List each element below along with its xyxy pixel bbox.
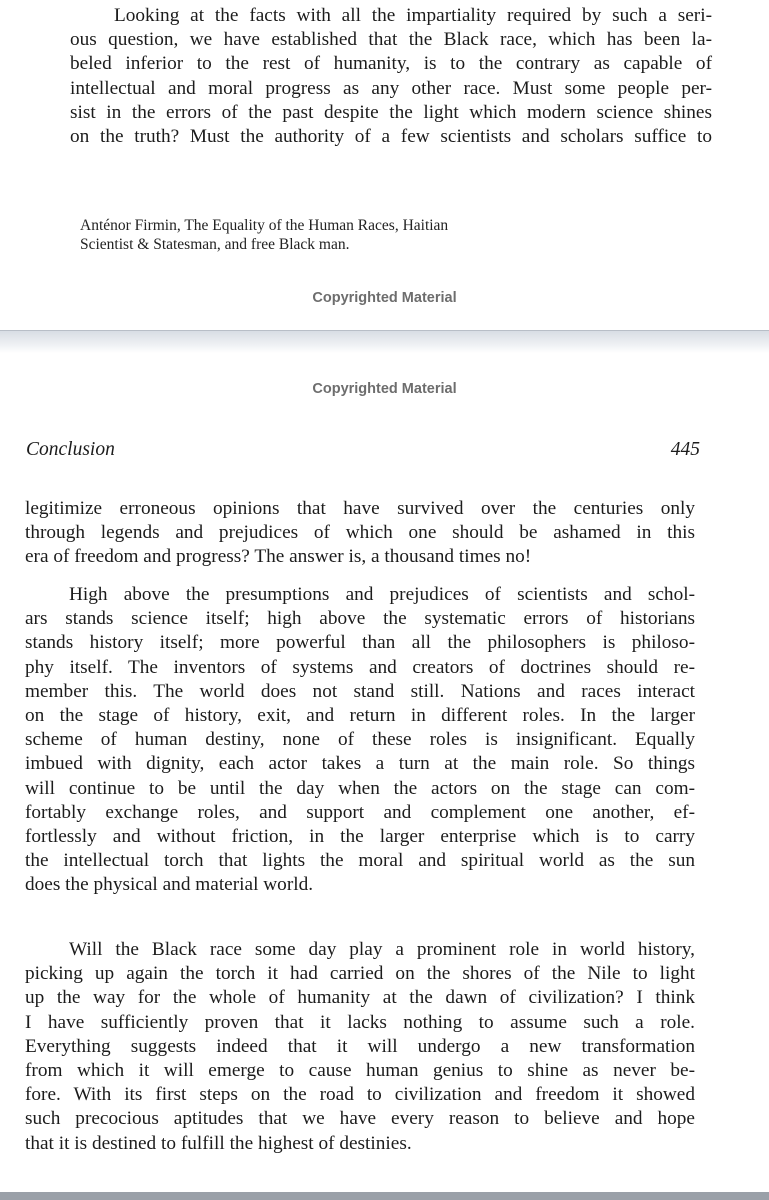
paragraph-2 — [25, 583, 695, 898]
text-line: member this. The world does not stand still. Nations and races interact — [25, 680, 695, 702]
text-line: that it is destined to fulfill the highest of destinies. — [25, 1132, 412, 1154]
text-line: era of freedom and progress? The answer is, a thousand times no! — [25, 546, 532, 568]
caption-line: Anténor Firmin, The Equality of the Human Races, Haitian — [80, 217, 449, 234]
text-line: fortlessly and without friction, in the larger enterprise which is to carry — [25, 826, 695, 848]
text-line: fore. With its first steps on the road to civilization and freedom it showed — [25, 1084, 695, 1106]
text-line: sist in the errors of the past despite the light which modern science shines — [70, 101, 712, 123]
text-line: on the truth? Must the authority of a few scientists and scholars suffice to — [70, 126, 712, 148]
text-line: ous question, we have established that the Black race, which has been la- — [70, 29, 712, 51]
paragraph-3 — [25, 938, 695, 1156]
text-line: the intellectual torch that lights the moral and spiritual world as the sun — [25, 850, 695, 872]
bottom-edge-bar — [0, 1192, 769, 1200]
copyright-notice-top: Copyrighted Material — [312, 290, 457, 306]
text-line: picking up again the torch it had carried on the shores of the Nile to light — [25, 963, 695, 985]
text-line: fortably exchange roles, and support and complement one another, ef- — [25, 801, 695, 823]
text-line: Everything suggests indeed that it will undergo a new transformation — [25, 1035, 695, 1057]
page-number: 445 — [670, 439, 700, 460]
text-line: through legends and prejudices of which one should be ashamed in this — [25, 522, 695, 544]
text-line: up the way for the whole of humanity at the dawn of civilization? I think — [25, 987, 695, 1009]
text-line: intellectual and moral progress as any other race. Must some people per- — [70, 77, 712, 99]
text-line: Will the Black race some day play a prominent role in world history, — [69, 939, 695, 960]
text-line: ars stands science itself; high above the systematic errors of historians — [25, 608, 695, 630]
image-caption — [80, 216, 448, 254]
top-paragraph — [70, 4, 712, 149]
text-line: Looking at the facts with all the impartiality required by such a seri- — [114, 5, 712, 26]
text-line: from which it will emerge to cause human genius to shine as never be- — [25, 1060, 695, 1082]
text-line: on the stage of history, exit, and return in different roles. In the larger — [25, 705, 695, 727]
copyright-notice-bottom: Copyrighted Material — [312, 381, 457, 397]
text-line: will continue to be until the day when the actors on the stage can com- — [25, 777, 695, 799]
text-line: imbued with dignity, each actor takes a turn at the main role. So things — [25, 753, 695, 775]
text-line: High above the presumptions and prejudices of scientists and schol- — [69, 584, 695, 605]
text-line: stands history itself; more powerful than all the philosophers is philoso- — [25, 632, 695, 654]
text-line: does the physical and material world. — [25, 874, 314, 896]
text-line: beled inferior to the rest of humanity, is to the contrary as capable of — [70, 53, 712, 75]
caption-line: Scientist & Statesman, and free Black man. — [80, 236, 350, 253]
paragraph-1 — [25, 497, 695, 570]
running-head-title: Conclusion — [26, 439, 115, 460]
text-line: phy itself. The inventors of systems and creators of doctrines should re- — [25, 656, 695, 678]
text-line: legitimize erroneous opinions that have survived over the centuries only — [25, 498, 695, 519]
text-line: such precocious aptitudes that we have every reason to believe and hope — [25, 1108, 695, 1130]
page-divider — [0, 330, 769, 353]
text-line: I have sufficiently proven that it lacks nothing to assume such a role. — [25, 1011, 695, 1033]
text-line: scheme of human destiny, none of these roles is insignificant. Equally — [25, 729, 695, 751]
